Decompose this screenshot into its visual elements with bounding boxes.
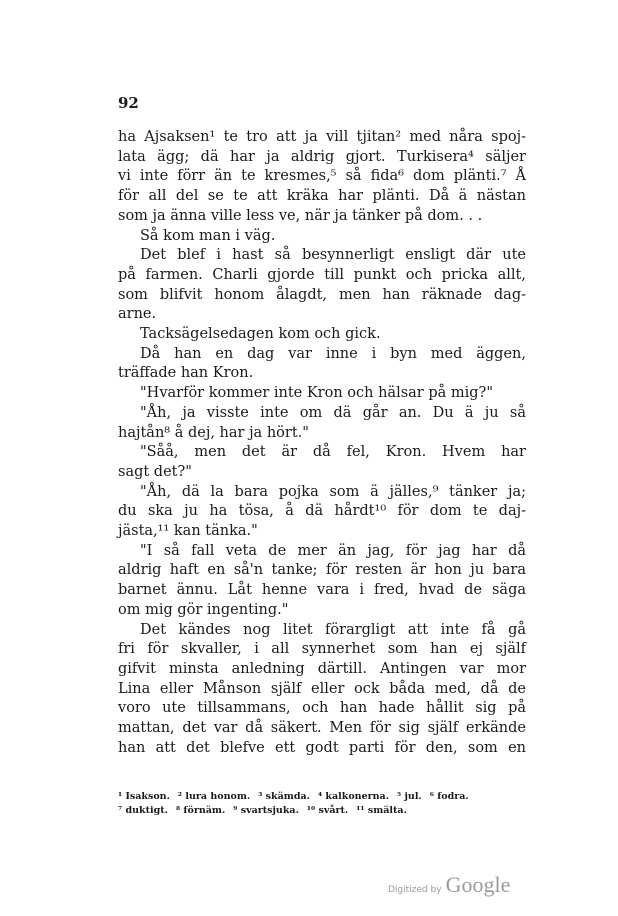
footnotes (118, 790, 526, 818)
text-line: hajtån⁸ å dej, har ja hört." (118, 424, 309, 441)
text-line: sagt det?" (118, 463, 192, 480)
watermark-prefix: Digitized by (388, 885, 442, 895)
footnote: ² lura honom. (177, 791, 251, 802)
text-line: lata ägg; dä har ja aldrig gjort. Turkisera⁴ säljer (118, 148, 526, 165)
footnote: ⁴ kalkonerna. (317, 791, 389, 802)
text-line: jästa,¹¹ kan tänka." (118, 523, 258, 540)
text-line: om mig gör ingenting." (118, 601, 289, 618)
footnote: ³ skämda. (258, 791, 310, 802)
text-line: du ska ju ha tösa, å dä hårdt¹⁰ för dom te daj- (118, 503, 526, 520)
text-line: vi inte förr än te kresmes,⁵ så fida⁶ dom plänti.⁷ Å (118, 168, 526, 185)
text-line: Det kändes nog litet förargligt att inte få gå (140, 621, 526, 638)
footnote: ⁹ svartsjuka. (233, 805, 299, 816)
text-line: "Såå, men det är då fel, Kron. Hvem har (140, 444, 526, 461)
text-line: "Åh, dä la bara pojka som ä jälles,⁹ tänker ja; (140, 483, 526, 500)
text-line: barnet ännu. Låt henne vara i fred, hvad de säga (118, 582, 526, 599)
footnote: ¹⁰ svårt. (306, 805, 349, 816)
body-text (118, 128, 526, 759)
text-line: "Åh, ja visste inte om dä går an. Du ä ju så (140, 404, 526, 421)
text-line: mattan, det var då säkert. Men för sig själf erkände (118, 720, 526, 737)
text-line: Det blef i hast så besynnerligt ensligt där ute (140, 247, 526, 264)
text-line: aldrig haft en så'n tanke; för resten är hon ju bara (118, 562, 526, 579)
text-line: som ja änna ville less ve, när ja tänker på dom. . . (118, 207, 483, 224)
text-line: Då han en dag var inne i byn med äggen, (140, 345, 526, 362)
text-line: gifvit minsta anledning därtill. Antingen var mor (118, 660, 526, 677)
text-line: träffade han Kron. (118, 365, 254, 382)
page-number: 92 (118, 94, 139, 112)
footnote: ¹ Isakson. (118, 791, 170, 802)
text-line: ha Ajsaksen¹ te tro att ja vill tjitan² med nåra spoj- (118, 129, 526, 145)
text-line: på farmen. Charli gjorde till punkt och pricka allt, (118, 266, 526, 283)
text-line: voro ute tillsammans, och han hade hållit sig på (118, 700, 526, 717)
text-line: fri för skvaller, i all synnerhet som han ej själf (118, 641, 526, 658)
footnote: ⁷ duktigt. (118, 805, 168, 816)
text-line: Så kom man i väg. (140, 227, 276, 244)
footnote: ⁸ förnäm. (175, 805, 226, 816)
text-line: han att det blefve ett godt parti för den, som en (118, 739, 526, 756)
footnote-row-2 (118, 804, 526, 818)
text-line: som blifvit honom ålagdt, men han räknade dag- (118, 286, 526, 303)
text-line: Tacksägelsedagen kom och gick. (140, 326, 381, 343)
footnote-row-1 (118, 790, 526, 804)
text-line: Lina eller Månson själf eller ock båda med, då de (118, 680, 526, 697)
footnote: ¹¹ smälta. (356, 805, 407, 816)
text-line: arne. (118, 306, 157, 323)
digitized-by-google-watermark (388, 872, 510, 898)
google-logo: Google (445, 872, 511, 897)
text-line: för all del se te att kräka har plänti. Då ä nästan (118, 188, 526, 205)
text-line: "I så fall veta de mer än jag, för jag har då (140, 542, 526, 559)
footnote: ⁵ jul. (397, 791, 422, 802)
text-line: "Hvarför kommer inte Kron och hälsar på mig?" (140, 385, 493, 402)
footnote: ⁶ fodra. (429, 791, 469, 802)
